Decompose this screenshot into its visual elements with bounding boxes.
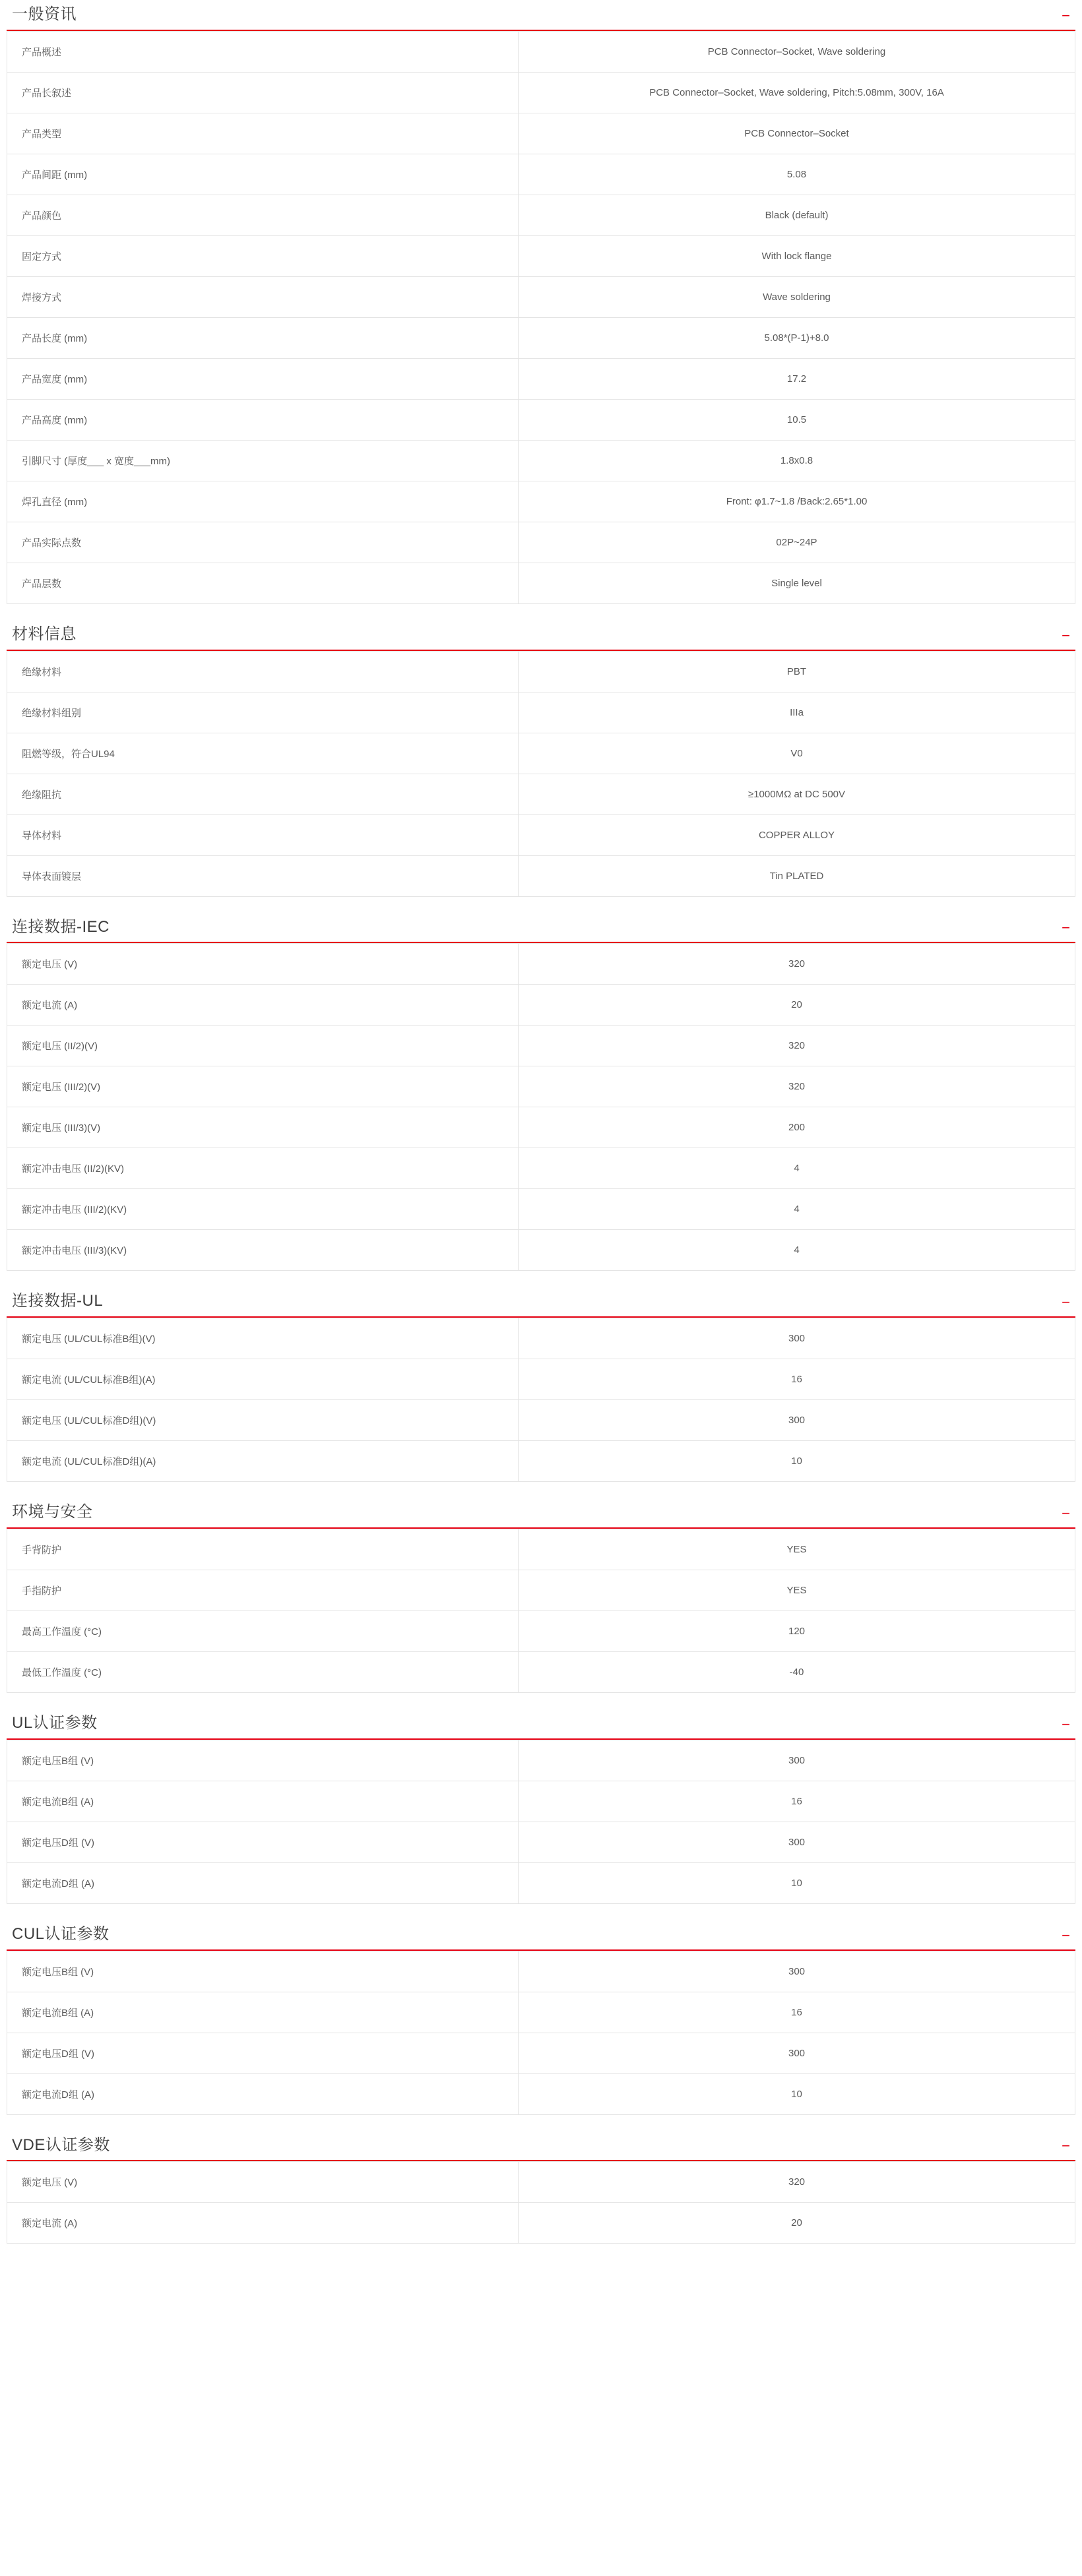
- spec-label: 引脚尺寸 (厚度___ x 宽度___mm): [7, 440, 519, 481]
- table-row: [7, 1822, 1075, 1862]
- spec-label: 产品颜色: [7, 195, 519, 235]
- spec-value: 4: [519, 1148, 1075, 1189]
- spec-label: 额定电流D组 (A): [7, 1862, 519, 1903]
- spec-table-material-information: [7, 651, 1075, 897]
- spec-label: 阻燃等级，符合UL94: [7, 733, 519, 774]
- spec-value: 120: [519, 1610, 1075, 1651]
- spec-value: 320: [519, 1026, 1075, 1066]
- section-header-environment-and-safety[interactable]: [7, 1494, 1075, 1529]
- collapse-minus-icon[interactable]: −: [1062, 7, 1070, 24]
- section-title: CUL认证参数: [12, 1924, 110, 1943]
- spec-value: ≥1000MΩ at DC 500V: [519, 774, 1075, 814]
- spec-value: 5.08*(P-1)+8.0: [519, 317, 1075, 358]
- spec-table-cul-certification-parameters: [7, 1951, 1075, 2115]
- table-row: [7, 31, 1075, 72]
- spec-label: 产品实际点数: [7, 522, 519, 563]
- spec-label: 产品类型: [7, 113, 519, 154]
- table-row: [7, 1148, 1075, 1189]
- spec-label: 焊接方式: [7, 276, 519, 317]
- spec-value: 300: [519, 1318, 1075, 1359]
- table-row: [7, 154, 1075, 195]
- table-row: [7, 522, 1075, 563]
- spec-value: 10.5: [519, 399, 1075, 440]
- table-row: [7, 651, 1075, 692]
- table-row: [7, 2073, 1075, 2114]
- spec-label: 产品长叙述: [7, 72, 519, 113]
- spec-label: 额定电流B组 (A): [7, 1781, 519, 1822]
- table-row: [7, 1740, 1075, 1781]
- spec-value: 300: [519, 1400, 1075, 1441]
- table-row: [7, 1992, 1075, 2033]
- spec-value: 20: [519, 985, 1075, 1026]
- table-row: [7, 317, 1075, 358]
- section-header-cul-certification-parameters[interactable]: [7, 1916, 1075, 1951]
- spec-table-ul-certification-parameters: [7, 1740, 1075, 1904]
- table-row: [7, 1107, 1075, 1148]
- spec-label: 额定电压B组 (V): [7, 1740, 519, 1781]
- spec-value: With lock flange: [519, 235, 1075, 276]
- spec-value: 320: [519, 944, 1075, 985]
- spec-value: 5.08: [519, 154, 1075, 195]
- spec-label: 产品间距 (mm): [7, 154, 519, 195]
- spec-value: 300: [519, 1740, 1075, 1781]
- spec-label: 绝缘阻抗: [7, 774, 519, 814]
- spec-value: 17.2: [519, 358, 1075, 399]
- section-header-general-information[interactable]: [7, 0, 1075, 31]
- section-header-material-information[interactable]: [7, 616, 1075, 651]
- table-row: [7, 1066, 1075, 1107]
- table-row: [7, 774, 1075, 814]
- section-general-information: [7, 0, 1075, 604]
- section-title: 环境与安全: [12, 1503, 93, 1521]
- table-row: [7, 1570, 1075, 1610]
- spec-label: 产品层数: [7, 563, 519, 603]
- spec-table-connection-data-ul: [7, 1318, 1075, 1482]
- spec-table-general-information: [7, 31, 1075, 604]
- collapse-minus-icon[interactable]: −: [1062, 2137, 1070, 2155]
- table-row: [7, 2203, 1075, 2244]
- table-row: [7, 235, 1075, 276]
- section-header-vde-certification-parameters[interactable]: [7, 2127, 1075, 2162]
- table-row: [7, 276, 1075, 317]
- spec-label: 额定电流 (A): [7, 985, 519, 1026]
- spec-label: 固定方式: [7, 235, 519, 276]
- table-row: [7, 1400, 1075, 1441]
- table-row: [7, 1441, 1075, 1482]
- table-row: [7, 113, 1075, 154]
- spec-label: 手指防护: [7, 1570, 519, 1610]
- spec-label: 产品宽度 (mm): [7, 358, 519, 399]
- spec-value: 4: [519, 1230, 1075, 1271]
- spec-label: 额定电压 (III/2)(V): [7, 1066, 519, 1107]
- spec-label: 额定电流D组 (A): [7, 2073, 519, 2114]
- table-row: [7, 1862, 1075, 1903]
- spec-value: PBT: [519, 651, 1075, 692]
- spec-value: IIIa: [519, 692, 1075, 733]
- table-row: [7, 1230, 1075, 1271]
- section-title: 材料信息: [12, 625, 77, 643]
- spec-value: Wave soldering: [519, 276, 1075, 317]
- spec-value: PCB Connector–Socket: [519, 113, 1075, 154]
- section-header-connection-data-iec[interactable]: [7, 909, 1075, 944]
- table-row: [7, 733, 1075, 774]
- spec-value: 300: [519, 2033, 1075, 2073]
- spec-label: 焊孔直径 (mm): [7, 481, 519, 522]
- table-row: [7, 814, 1075, 855]
- spec-value: Black (default): [519, 195, 1075, 235]
- spec-table-connection-data-iec: [7, 943, 1075, 1271]
- table-row: [7, 1951, 1075, 1992]
- spec-value: 16: [519, 1359, 1075, 1400]
- table-row: [7, 399, 1075, 440]
- spec-value: YES: [519, 1529, 1075, 1570]
- spec-label: 额定冲击电压 (III/2)(KV): [7, 1189, 519, 1230]
- section-connection-data-iec: [7, 909, 1075, 1272]
- collapse-minus-icon[interactable]: −: [1062, 1294, 1070, 1311]
- spec-table-environment-and-safety: [7, 1529, 1075, 1693]
- spec-value: 320: [519, 1066, 1075, 1107]
- spec-table-vde-certification-parameters: [7, 2161, 1075, 2244]
- spec-value: 16: [519, 1781, 1075, 1822]
- spec-value: 20: [519, 2203, 1075, 2244]
- spec-label: 额定电压D组 (V): [7, 2033, 519, 2073]
- spec-label: 额定电压 (V): [7, 2162, 519, 2203]
- spec-label: 手背防护: [7, 1529, 519, 1570]
- table-row: [7, 1651, 1075, 1692]
- spec-label: 额定冲击电压 (II/2)(KV): [7, 1148, 519, 1189]
- collapse-minus-icon[interactable]: −: [1062, 919, 1070, 936]
- spec-label: 额定电压 (UL/CUL标准D组)(V): [7, 1400, 519, 1441]
- spec-value: 300: [519, 1951, 1075, 1992]
- spec-label: 额定电压 (II/2)(V): [7, 1026, 519, 1066]
- table-row: [7, 195, 1075, 235]
- collapse-minus-icon[interactable]: −: [1062, 1504, 1070, 1521]
- table-row: [7, 1026, 1075, 1066]
- section-title: 连接数据-UL: [12, 1292, 104, 1310]
- section-cul-certification-parameters: [7, 1916, 1075, 2115]
- table-row: [7, 2033, 1075, 2073]
- table-row: [7, 1318, 1075, 1359]
- table-row: [7, 2162, 1075, 2203]
- spec-label: 产品概述: [7, 31, 519, 72]
- table-row: [7, 985, 1075, 1026]
- spec-value: 320: [519, 2162, 1075, 2203]
- table-row: [7, 1610, 1075, 1651]
- section-vde-certification-parameters: [7, 2127, 1075, 2244]
- spec-label: 额定电压 (UL/CUL标准B组)(V): [7, 1318, 519, 1359]
- table-row: [7, 358, 1075, 399]
- spec-label: 额定电流 (A): [7, 2203, 519, 2244]
- section-connection-data-ul: [7, 1283, 1075, 1482]
- section-material-information: [7, 616, 1075, 897]
- spec-value: 16: [519, 1992, 1075, 2033]
- table-row: [7, 481, 1075, 522]
- spec-value: COPPER ALLOY: [519, 814, 1075, 855]
- section-title: 连接数据-IEC: [12, 917, 110, 936]
- section-title: UL认证参数: [12, 1713, 98, 1732]
- spec-label: 绝缘材料: [7, 651, 519, 692]
- collapse-minus-icon[interactable]: −: [1062, 627, 1070, 644]
- table-row: [7, 1359, 1075, 1400]
- spec-value: YES: [519, 1570, 1075, 1610]
- spec-value: 10: [519, 1441, 1075, 1482]
- spec-label: 额定冲击电压 (III/3)(KV): [7, 1230, 519, 1271]
- spec-value: 4: [519, 1189, 1075, 1230]
- spec-value: PCB Connector–Socket, Wave soldering, Pitch:5.08mm, 300V, 16A: [519, 72, 1075, 113]
- spec-label: 产品高度 (mm): [7, 399, 519, 440]
- table-row: [7, 944, 1075, 985]
- spec-value: Front: φ1.7~1.8 /Back:2.65*1.00: [519, 481, 1075, 522]
- section-title: VDE认证参数: [12, 2135, 110, 2154]
- spec-label: 额定电压B组 (V): [7, 1951, 519, 1992]
- spec-label: 额定电流 (UL/CUL标准B组)(A): [7, 1359, 519, 1400]
- spec-value: PCB Connector–Socket, Wave soldering: [519, 31, 1075, 72]
- table-row: [7, 1189, 1075, 1230]
- spec-label: 绝缘材料组别: [7, 692, 519, 733]
- table-row: [7, 72, 1075, 113]
- section-ul-certification-parameters: [7, 1705, 1075, 1904]
- spec-value: 10: [519, 2073, 1075, 2114]
- table-row: [7, 1529, 1075, 1570]
- spec-label: 产品长度 (mm): [7, 317, 519, 358]
- table-row: [7, 1781, 1075, 1822]
- section-environment-and-safety: [7, 1494, 1075, 1693]
- spec-label: 最高工作温度 (°C): [7, 1610, 519, 1651]
- section-title: 一般资讯: [12, 5, 77, 23]
- spec-value: 02P~24P: [519, 522, 1075, 563]
- table-row: [7, 440, 1075, 481]
- section-header-ul-certification-parameters[interactable]: [7, 1705, 1075, 1740]
- spec-label: 最低工作温度 (°C): [7, 1651, 519, 1692]
- table-row: [7, 563, 1075, 603]
- spec-value: 200: [519, 1107, 1075, 1148]
- table-row: [7, 855, 1075, 896]
- spec-value: Single level: [519, 563, 1075, 603]
- spec-label: 额定电压 (V): [7, 944, 519, 985]
- collapse-minus-icon[interactable]: −: [1062, 1715, 1070, 1733]
- spec-value: 10: [519, 1862, 1075, 1903]
- spec-label: 额定电流 (UL/CUL标准D组)(A): [7, 1441, 519, 1482]
- spec-label: 额定电压D组 (V): [7, 1822, 519, 1862]
- spec-label: 额定电流B组 (A): [7, 1992, 519, 2033]
- spec-label: 导体材料: [7, 814, 519, 855]
- table-row: [7, 692, 1075, 733]
- spec-value: 300: [519, 1822, 1075, 1862]
- spec-value: Tin PLATED: [519, 855, 1075, 896]
- spec-value: 1.8x0.8: [519, 440, 1075, 481]
- spec-value: -40: [519, 1651, 1075, 1692]
- spec-label: 导体表面镀层: [7, 855, 519, 896]
- collapse-minus-icon[interactable]: −: [1062, 1926, 1070, 1944]
- section-header-connection-data-ul[interactable]: [7, 1283, 1075, 1318]
- spec-label: 额定电压 (III/3)(V): [7, 1107, 519, 1148]
- spec-value: V0: [519, 733, 1075, 774]
